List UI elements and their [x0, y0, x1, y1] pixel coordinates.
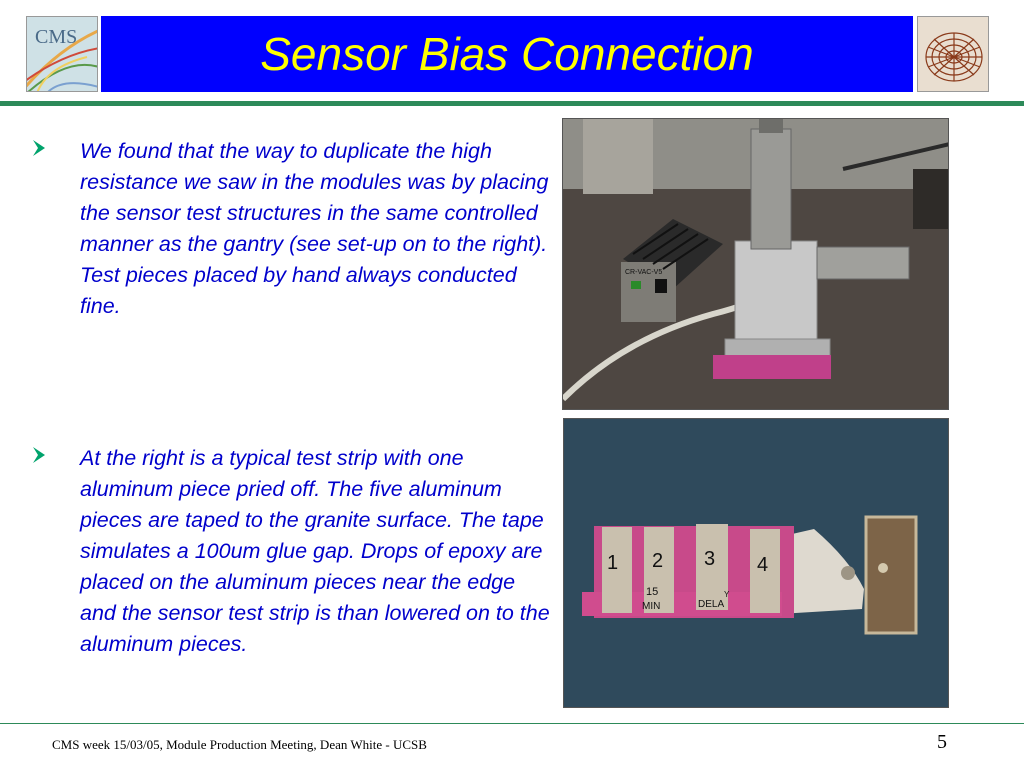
- bullet-item: [30, 443, 550, 693]
- svg-text:15: 15: [646, 586, 659, 598]
- slide-title: Sensor Bias Connection: [260, 28, 754, 80]
- test-strip-photo: [563, 418, 949, 708]
- svg-text:1: 1: [607, 552, 619, 574]
- title-bar: [101, 16, 913, 92]
- bullet-item: [30, 136, 550, 356]
- setup-photo: [562, 118, 949, 410]
- footer-divider: [0, 723, 1024, 724]
- footer-text: CMS week 15/03/05, Module Production Meeting, Dean White - UCSB: [52, 737, 427, 752]
- svg-text:2: 2: [652, 550, 664, 572]
- svg-text:4: 4: [757, 554, 769, 576]
- svg-text:DELA: DELA: [698, 599, 725, 610]
- bullet-text: At the right is a typical test strip with one aluminum piece pried off. The five aluminum pieces are taped to the granite surface. The tape simulates a 100um glue gap. Drops of epoxy are placed on the aluminum pieces near the edge and the sensor test strip is than lowered on to the aluminum pieces.: [80, 446, 550, 656]
- detector-logo-icon: [917, 16, 989, 92]
- bullet-arrow-icon: [30, 137, 50, 159]
- svg-text:CMS: CMS: [35, 26, 78, 48]
- bullet-arrow-icon: [30, 444, 50, 466]
- svg-text:Y: Y: [724, 590, 730, 599]
- svg-text:3: 3: [704, 548, 716, 570]
- svg-text:MIN: MIN: [642, 601, 661, 612]
- svg-text:CR-VAC-V5: CR-VAC-V5: [625, 269, 663, 276]
- page-number: 5: [937, 731, 947, 753]
- header-divider: [0, 101, 1024, 106]
- cms-logo-icon: [26, 16, 98, 92]
- bullet-text: We found that the way to duplicate the high resistance we saw in the modules was by placing the sensor test structures in the same controlled manner as the gantry (see set-up on to the right). Test pieces placed by hand always conducted fine.: [80, 139, 549, 318]
